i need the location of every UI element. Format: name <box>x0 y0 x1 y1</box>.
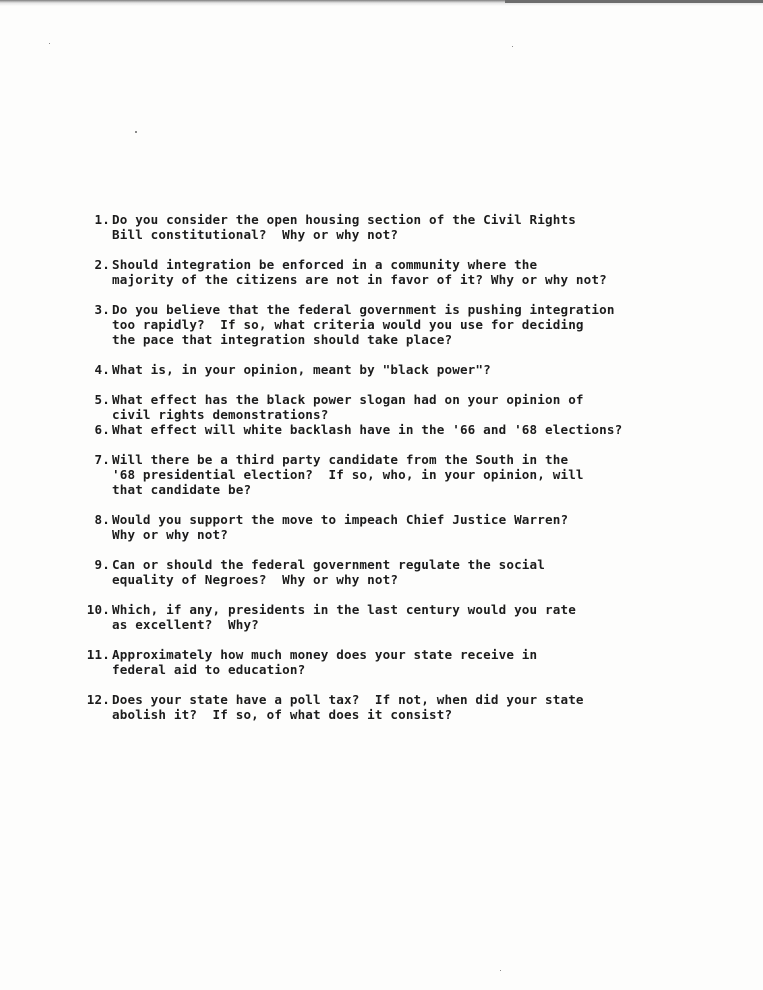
question-line: Will there be a third party candidate from the South in the <box>112 452 569 467</box>
question-line: Which, if any, presidents in the last century would you rate <box>112 602 576 617</box>
question-line: civil rights demonstrations? <box>112 407 329 423</box>
question-number: 12. <box>86 692 110 707</box>
question-text <box>112 692 732 722</box>
question-text <box>112 212 732 242</box>
question-number: 1. <box>94 212 110 227</box>
question-line: What effect has the black power slogan had on your opinion of <box>112 392 584 407</box>
question-text <box>112 557 732 587</box>
question-line: equality of Negroes? Why or why not? <box>112 572 399 588</box>
question-text <box>112 452 732 498</box>
question-line: that candidate be? <box>112 482 252 498</box>
scan-speck <box>512 46 513 47</box>
question-line: What effect will white backlash have in the '66 and '68 elections? <box>112 422 623 437</box>
question-text <box>112 392 732 422</box>
question-line: too rapidly? If so, what criteria would you use for deciding <box>112 317 584 333</box>
question-number: 7. <box>94 452 110 467</box>
question-text <box>112 257 732 287</box>
question-number: 5. <box>94 392 110 407</box>
scan-top-edge-dark <box>505 0 763 3</box>
question-line: abolish it? If so, of what does it consist? <box>112 707 453 723</box>
scan-speck <box>135 131 137 133</box>
question-text <box>112 302 732 348</box>
question-number: 3. <box>94 302 110 317</box>
question-line: What is, in your opinion, meant by "black power"? <box>112 362 491 377</box>
question-text <box>112 362 732 377</box>
question-number: 11. <box>86 647 110 662</box>
question-line: Approximately how much money does your state receive in <box>112 647 538 662</box>
question-line: Do you consider the open housing section of the Civil Rights <box>112 212 576 227</box>
question-number: 6. <box>94 422 110 437</box>
question-line: Can or should the federal government regulate the social <box>112 557 545 572</box>
question-line: Would you support the move to impeach Chief Justice Warren? <box>112 512 569 527</box>
question-line: the pace that integration should take place? <box>112 332 453 348</box>
question-number: 8. <box>94 512 110 527</box>
question-number: 9. <box>94 557 110 572</box>
question-text <box>112 647 732 677</box>
question-text <box>112 512 732 542</box>
scan-speck <box>49 43 50 44</box>
scan-speck <box>500 970 501 971</box>
question-number: 2. <box>94 257 110 272</box>
question-line: federal aid to education? <box>112 662 306 678</box>
question-line: Do you believe that the federal government is pushing integration <box>112 302 615 317</box>
question-text <box>112 422 732 437</box>
question-line: Why or why not? <box>112 527 228 543</box>
question-text <box>112 602 732 632</box>
question-line: Bill constitutional? Why or why not? <box>112 227 399 243</box>
question-number: 10. <box>86 602 110 617</box>
question-line: Should integration be enforced in a community where the <box>112 257 538 272</box>
question-line: '68 presidential election? If so, who, in your opinion, will <box>112 467 584 483</box>
question-line: majority of the citizens are not in favor of it? Why or why not? <box>112 272 607 288</box>
question-line: Does your state have a poll tax? If not, when did your state <box>112 692 584 707</box>
question-line: as excellent? Why? <box>112 617 259 633</box>
question-number: 4. <box>94 362 110 377</box>
